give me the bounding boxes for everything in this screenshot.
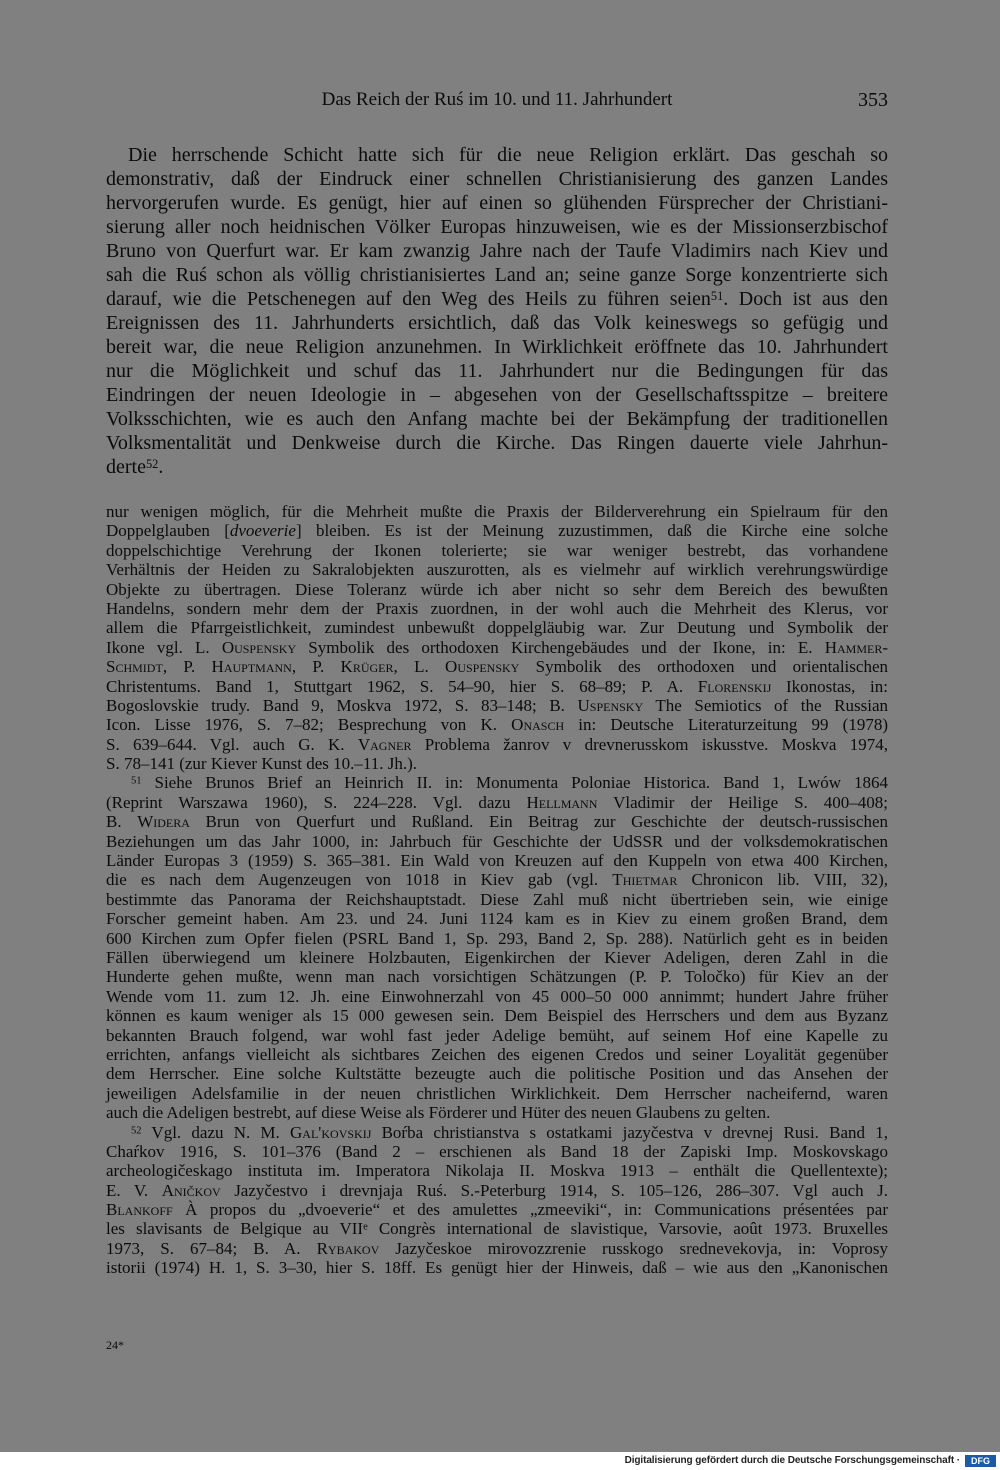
text-segment: les slavisants de Belgique au VII xyxy=(106,1219,364,1239)
footnote-line xyxy=(106,870,888,889)
footnote-line: Länder Europas 3 (1959) S. 365–381. Ein Wald von Kreuzen auf den Kuppeln von etwa 400 Kirchen, xyxy=(106,851,888,871)
ordinal-superscript: e xyxy=(363,1222,368,1234)
text-segment: À propos du „dvoeverie“ et des amulettes „zmeeviki“, in: Communications présentées par xyxy=(172,1200,888,1220)
text-segment: Vladimir der Heilige S. 400–408; xyxy=(597,792,888,812)
text-segment: derte xyxy=(106,456,146,478)
footnote-line: nur wenigen möglich, für die Mehrheit mußte die Praxis der Bilderverehrung ein Spielraum für den xyxy=(106,502,888,521)
footnote-ref-52: 52 xyxy=(145,456,159,471)
small-caps-name: Onasch xyxy=(511,715,565,735)
text-segment: die es nach dem Augenzeugen von 1018 in Kiev gab (vgl. xyxy=(106,870,613,890)
text-segment: S. 639–644. Vgl. auch G. K. xyxy=(106,734,358,754)
footnote-line xyxy=(106,657,888,676)
footnote-number-52: 52 xyxy=(131,1125,142,1137)
footnote-line xyxy=(106,715,888,734)
running-title: Das Reich der Ruś im 10. und 11. Jahrhundert xyxy=(321,89,673,110)
text-segment: Ikone vgl. L. xyxy=(106,637,222,657)
body-line xyxy=(106,287,888,311)
body-line: hervorgerufen wurde. Es genügt, hier auf einen so glühenden Fürsprecher der Christiani- xyxy=(106,192,888,214)
text-segment: Jazyčeskoe mirovozzrenie russkogo srednevekovja, in: Voprosy xyxy=(379,1238,888,1258)
footnote-line xyxy=(106,735,888,754)
body-line: Die herrschende Schicht hatte sich für die neue Religion erklärt. Das geschah so xyxy=(128,144,888,166)
footnote-line: dem Herrscher. Eine solche Kultstätte bezeugte auch die politische Position und das Ansehen der xyxy=(106,1064,888,1084)
text-segment: Brun von Querfurt und Rußland. Ein Beitrag zur Geschichte der deutsch-russischen xyxy=(189,812,888,832)
footnote-line xyxy=(106,696,888,715)
footnote-line: Forscher gemeint haben. Am 23. und 24. Juni 1124 kam es in Kiev zu einem großen Brand, dem xyxy=(106,909,888,929)
text-segment: 1973, S. 67–84; B. A. xyxy=(106,1238,317,1258)
text-segment: Congrès international de slavistique, Varsovie, août 1973. Bruxelles xyxy=(367,1219,888,1239)
footnote-line: archeologičeskago instituta im. Imperatora Nikolaja II. Moskva 1913 – enthält die Quellentexte); xyxy=(106,1161,888,1181)
small-caps-name: Krüger xyxy=(340,657,394,677)
text-segment: Doppelglauben [ xyxy=(106,521,230,541)
footnote-line xyxy=(106,677,888,696)
small-caps-name: Uspensky xyxy=(577,695,644,715)
footnote-line: allem die Pfarrgeistlichkeit, zumindest unbewußt doppelgläubig war. Zur Deutung und Symbolik der xyxy=(106,618,888,638)
footnotes xyxy=(106,502,888,1278)
footnote-line: können es kaum weniger als 15 000 gewesen sein. Dem Beispiel des Herrschers und dem aus Byzanz xyxy=(106,1006,888,1026)
footnote-line xyxy=(106,1181,888,1200)
signature-mark: 24* xyxy=(106,1338,124,1352)
small-caps-name: Rybakov xyxy=(316,1238,380,1258)
footnote-line: Chaŕkov 1916, S. 101–376 (Band 2 – erschienen als Band 18 der Zapiski Imp. Moskovskago xyxy=(106,1141,888,1161)
text-segment: , P. xyxy=(162,657,212,677)
text-segment: Boŕba christianstva s ostatkami jazyčestva v drevnej Rusi. Band 1, xyxy=(371,1122,888,1142)
footnote-line: 600 Kirchen zum Opfer fielen (PSRL Band 1, Sp. 293, Band 2, Sp. 288). Natürlich geht es in beiden xyxy=(106,928,888,948)
text-segment: (Reprint Warszawa 1960), S. 224–228. Vgl. dazu xyxy=(106,792,527,812)
footnote-line xyxy=(106,773,888,792)
text-segment: Bogoslovskie trudy. Band 9, Moskva 1972, S. 83–148; B. xyxy=(106,695,578,715)
page-number: 353 xyxy=(858,89,888,111)
text-segment: Chronicon lib. VIII, 32), xyxy=(677,870,888,890)
body-line: demonstrativ, daß der Eindruck einer schnellen Christianisierung des ganzen Landes xyxy=(106,168,888,190)
text-segment: Icon. Lisse 1976, S. 7–82; Besprechung von K. xyxy=(106,715,512,735)
small-caps-name: Gal'kovskij xyxy=(290,1122,372,1142)
text-segment: Siehe Brunos Brief an Heinrich II. in: Monumenta Poloniae Historica. Band 1, Lwów 1864 xyxy=(141,773,888,793)
footnote-line xyxy=(106,1200,888,1219)
footnote-line xyxy=(106,1123,888,1142)
footnote-line: doppelschichtige Verehrung der Ikonen tolerierte; sie war weniger bestrebt, das vorhandene xyxy=(106,540,888,560)
text-segment: Jazyčestvo i drevnjaja Ruś. S.-Peterburg 1914, S. 105–126, 286–307. Vgl auch J. xyxy=(220,1180,889,1200)
body-line: Volksschichten, wie es auch den Anfang machte bei der Bekämpfung der traditionellen xyxy=(106,408,888,430)
footnote-line: S. 78–141 (zur Kiever Kunst des 10.–11. Jh.). xyxy=(106,754,417,774)
digitization-credit: Digitalisierung gefördert durch die Deutsche Forschungsgemeinschaft · xyxy=(624,1455,960,1466)
footnote-line: Hunderte gehen mußte, wenn man nach vorsichtigen Schätzungen (P. P. Toločko) für Kiev an der xyxy=(106,967,888,987)
small-caps-name: Florenskij xyxy=(697,676,772,696)
footnote-line xyxy=(106,1219,888,1238)
text-segment: Symbolik des orthodoxen und orientalischen xyxy=(519,657,888,677)
text-segment: E. V. xyxy=(106,1180,162,1200)
footnote-line xyxy=(106,793,888,812)
footnote-number-51: 51 xyxy=(131,776,142,788)
footnote-line: Handelns, sondern mehr dem der Praxis zuordnen, in der wohl auch die Mehrheit des Klerus, vor xyxy=(106,598,888,618)
text-segment: The Semiotics of the Russian xyxy=(643,695,888,715)
footnote-line xyxy=(106,812,888,831)
text-segment: Symbolik des orthodoxen Kirchengebäudes und der Ikone, in: E. xyxy=(296,637,825,657)
footnote-line: auch die Adeligen bestrebt, auf diese Weise als Förderer und Hüter des neuen Glaubens zu gelten. xyxy=(106,1103,771,1123)
text-segment: Christentums. Band 1, Stuttgart 1962, S. 54–90, hier S. 68–89; P. A. xyxy=(106,676,698,696)
small-caps-name: Blankoff xyxy=(106,1200,173,1220)
text-segment: Ikonostas, in: xyxy=(771,676,888,696)
small-caps-name: Ouspensky xyxy=(445,657,520,677)
small-caps-name: Ouspensky xyxy=(221,637,297,657)
main-text xyxy=(106,143,888,479)
body-line xyxy=(106,455,888,479)
small-caps-name: Hauptmann xyxy=(211,657,292,677)
text-segment: darauf, wie die Petschenegen auf den Weg des Heils zu führen seien xyxy=(106,288,711,310)
footnote-line: jeweiligen Adelsfamilie in der neuen christlichen Wirklichkeit. Dem Herrscher nacheifernd, waren xyxy=(106,1083,888,1103)
running-header xyxy=(106,88,888,112)
footnote-line: Verhältnis der Heiden zu Sakralobjekten auszurotten, als es vielmehr auf wirklich verehrungswürdige xyxy=(106,560,888,580)
italic-term: dvoeverie xyxy=(229,521,296,541)
dfg-logo-icon: DFG xyxy=(965,1455,996,1467)
body-line: Bruno von Querfurt war. Er kam zwanzig Jahre nach der Taufe Vladimirs nach Kiev und xyxy=(106,240,888,262)
small-caps-name: Hellmann xyxy=(526,792,598,812)
footnote-line xyxy=(106,1239,888,1258)
small-caps-name: Hammer- xyxy=(824,637,888,657)
text-segment: . xyxy=(158,456,164,478)
footnote-line: istorii (1974) H. 1, S. 3–30, hier S. 18ff. Es genügt hier der Hinweis, daß – wie aus den „Kanonischen xyxy=(106,1258,888,1278)
footnote-line xyxy=(106,521,888,540)
footnote-line: Objekte zu übertragen. Diese Toleranz würde ich aber nicht so sehr dem Bereich des bewußten xyxy=(106,579,888,599)
footnote-line: Beziehungen um das Jahr 1000, in: Jahrbuch für Geschichte der UdSSR und der volksdemokratischen xyxy=(106,831,888,851)
body-line: Volksmentalität und Denkweise durch die Kirche. Das Ringen dauerte viele Jahrhun- xyxy=(106,432,888,454)
footnote-line: bekannten Brauch folgend, war wohl fast jeder Adelige bemüht, auf seinem Hof eine Kapelle zu xyxy=(106,1025,888,1045)
text-segment: , L. xyxy=(393,657,446,677)
body-line: bereit war, die neue Religion anzunehmen. In Wirklichkeit eröffnete das 10. Jahrhundert xyxy=(106,336,888,358)
small-caps-name: Vagner xyxy=(357,734,412,754)
body-line: Eindringen der neuen Ideologie in – abgesehen von der Gesellschaftsspitze – breitere xyxy=(106,384,888,406)
text-segment: ] bleiben. Es ist der Meinung zuzustimmen, daß die Kirche eine solche xyxy=(295,521,888,541)
text-segment: B. xyxy=(106,812,138,832)
text-segment: . Doch ist aus den xyxy=(723,288,888,310)
small-caps-name: Schmidt xyxy=(106,657,163,677)
footnote-line: errichten, anfangs vielleicht als sichtbares Zeichen des eigenen Credos und seiner Loyalität gegenüber xyxy=(106,1044,888,1064)
body-line: sah die Ruś schon als völlig christianisiertes Land an; seine ganze Sorge konzentrierte sich xyxy=(106,264,888,286)
text-segment: Problema žanrov v drevnerusskom iskusstve. Moskva 1974, xyxy=(411,734,888,754)
body-line: nur die Möglichkeit und schuf das 11. Jahrhundert nur die Bedingungen für das xyxy=(106,360,888,382)
text-segment: , P. xyxy=(291,657,341,677)
body-line: Ereignissen des 11. Jahrhunderts ersichtlich, daß das Volk keineswegs so gefügig und xyxy=(106,312,888,334)
footnote-line xyxy=(106,638,888,657)
small-caps-name: Thietmar xyxy=(612,870,678,890)
body-line: sierung aller noch heidnischen Völker Europas hinzuweisen, wie es der Missionserzbischof xyxy=(106,216,888,238)
footer-bar xyxy=(0,1452,1000,1470)
text-segment: Vgl. dazu N. M. xyxy=(141,1122,291,1142)
small-caps-name: Aničkov xyxy=(161,1180,221,1200)
text-segment: in: Deutsche Literaturzeitung 99 (1978) xyxy=(564,715,888,735)
small-caps-name: Widera xyxy=(137,812,190,832)
footnote-line: bestimmte das Panorama der Reichshauptstadt. Diese Zahl muß nicht übertrieben sein, wie einige xyxy=(106,889,888,909)
footnote-ref-51: 51 xyxy=(710,288,724,303)
footnote-line: Wende vom 11. zum 12. Jh. eine Einwohnerzahl von 45 000–50 000 annimmt; hundert Jahre früher xyxy=(106,986,888,1006)
footnote-line: Fällen überwiegend um kleinere Holzbauten, Eigenkirchen der Kiever Adeligen, deren Zahl in die xyxy=(106,947,888,967)
